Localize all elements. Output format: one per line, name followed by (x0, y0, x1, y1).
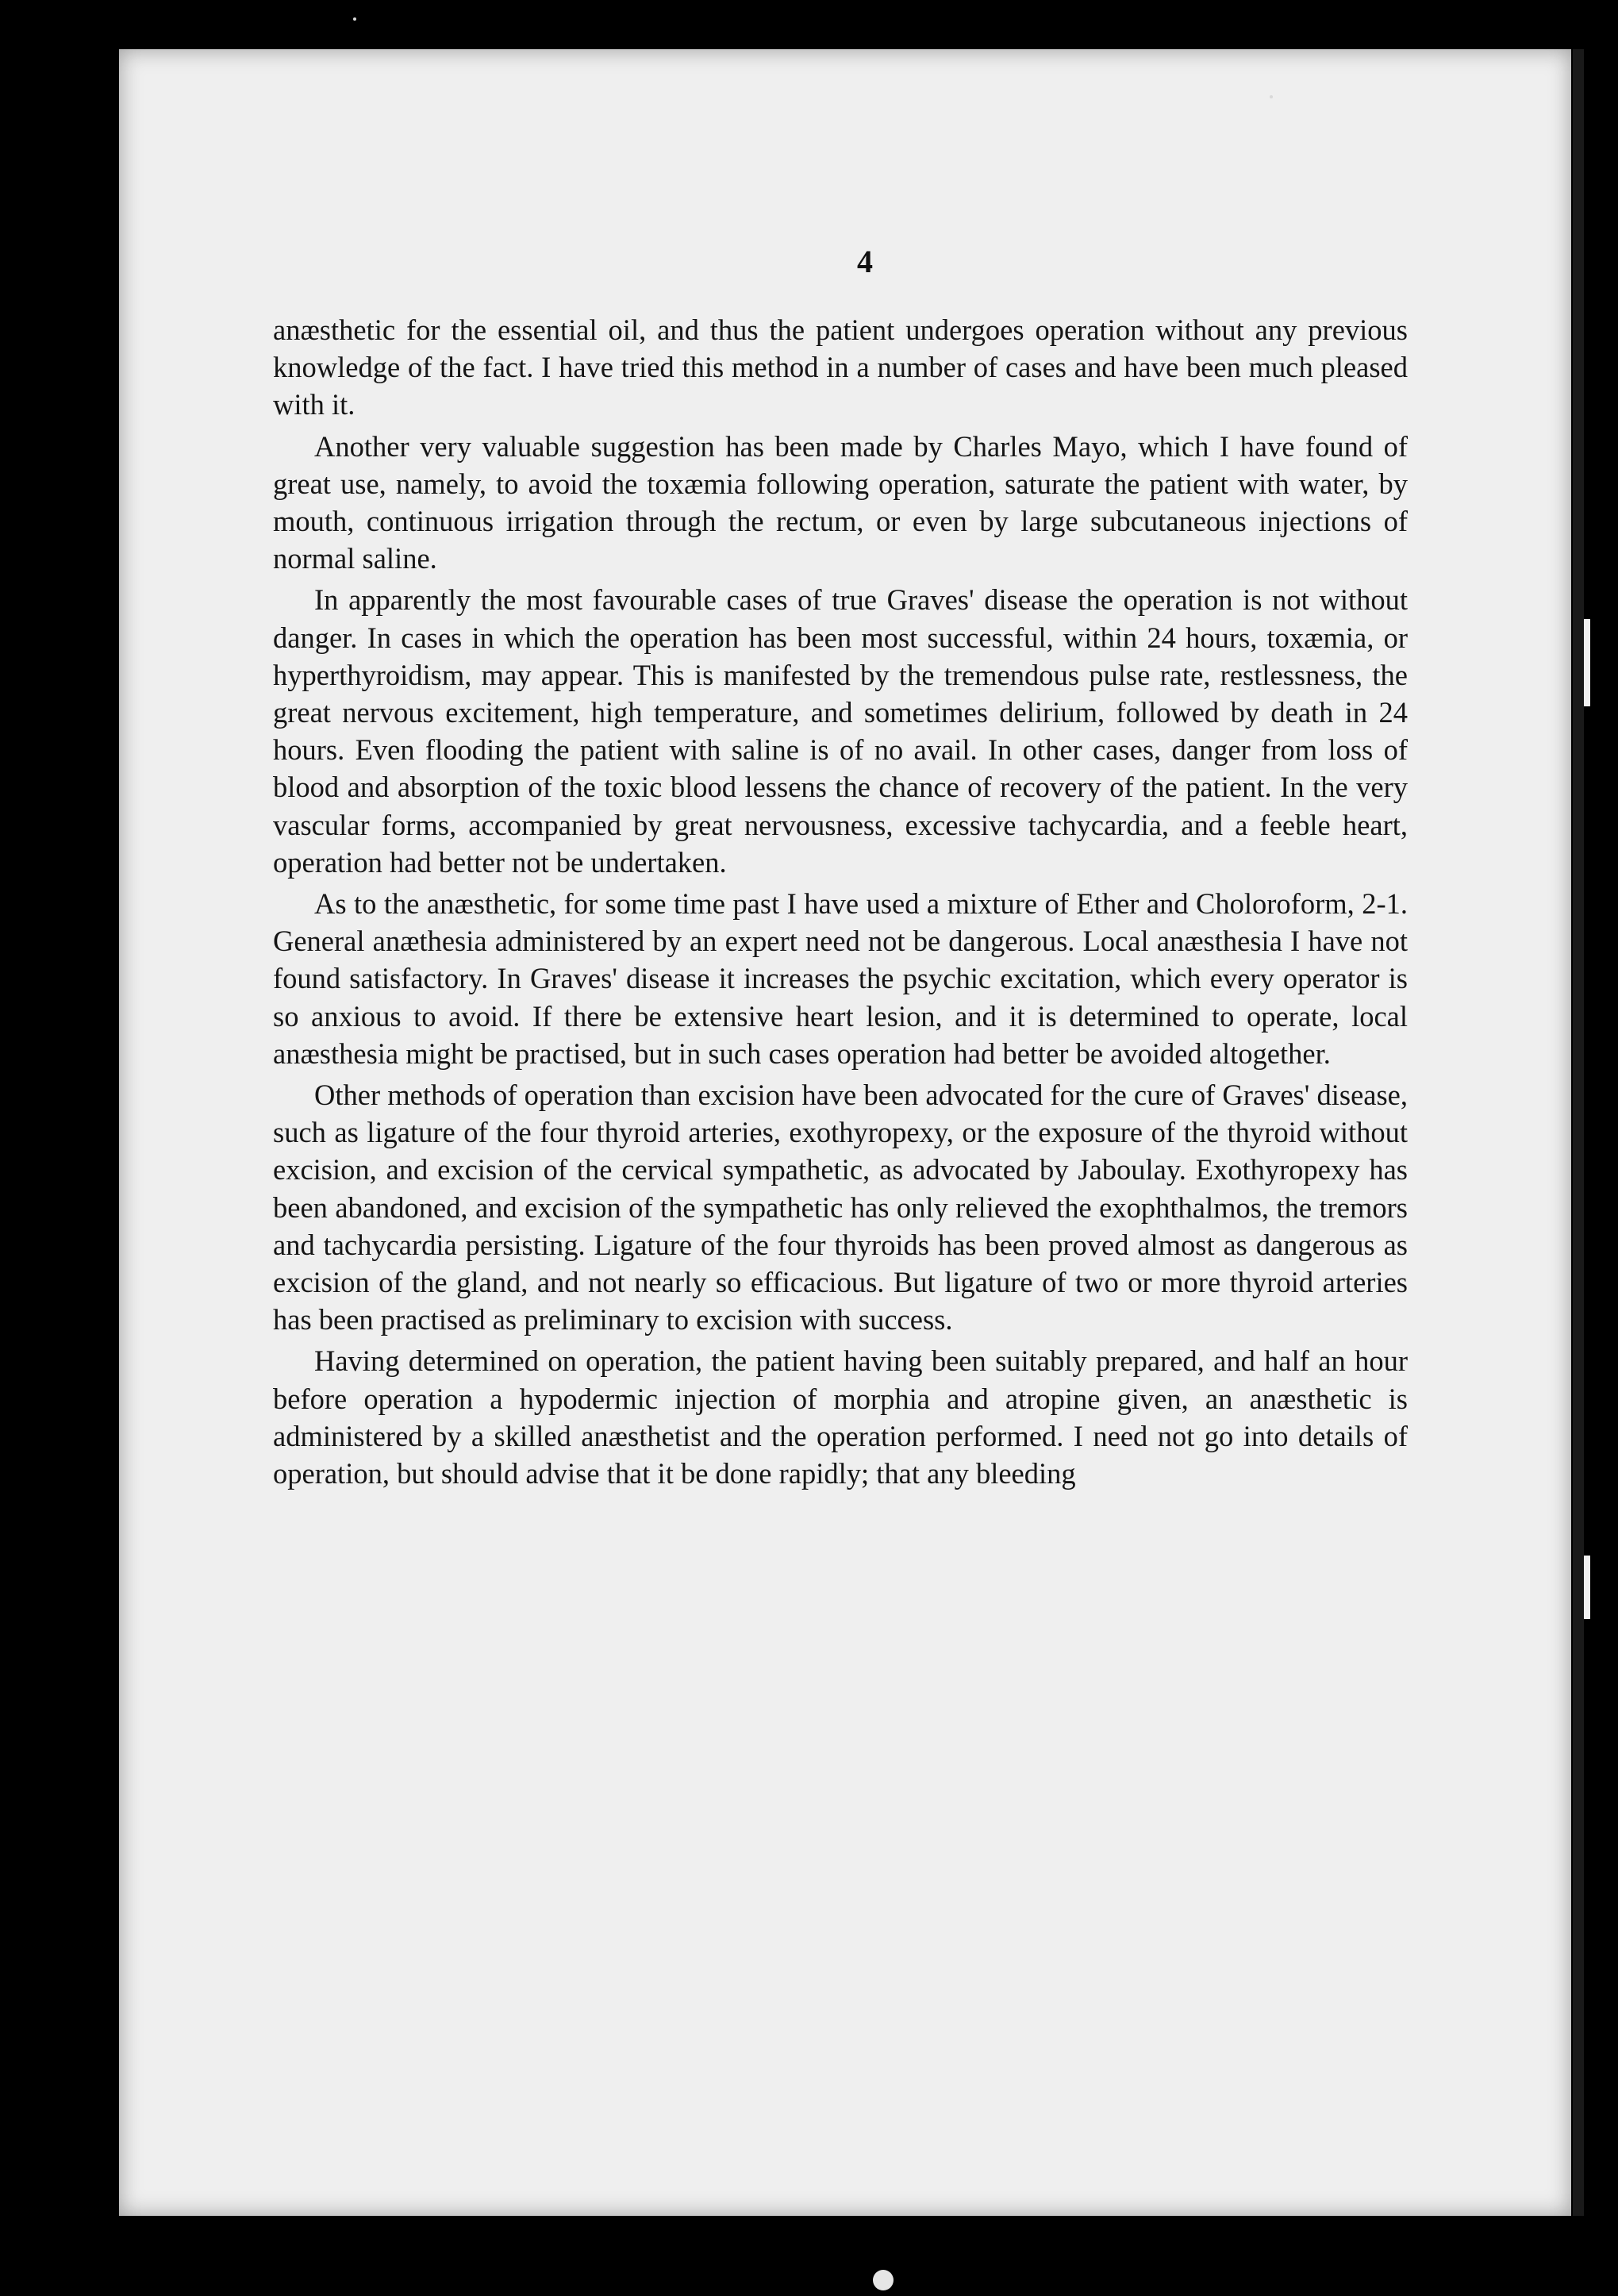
paragraph: Another very valuable suggestion has been made by Charles Mayo, which I have found of great use, namely, to avoid the toxæmia following operation, saturate the patient with water, by mouth, continuous irrigation through the rectum, or even by large subcutaneous injections of normal saline. (273, 429, 1408, 575)
page-number: 4 (857, 244, 873, 279)
paragraph: Other methods of operation than excision have been advocated for the cure of Graves' disease, such as ligature of the four thyroid arteries, exothyropexy, or the exposure of the thyroid without excision, and excision of the cervical sympathetic, as advocated by Jaboulay. Exothyropexy has been abandoned, and excision of the sympathetic has only relieved the exophthalmos, the tremors and tachycardia persisting. Ligature of the four thyroids has been proved almost as dangerous as excision of the gland, and not nearly so efficacious. But ligature of two or more thyroid arteries has been practised as preliminary to excision with success. (273, 1079, 1408, 1336)
paragraph: Having determined on operation, the patient having been suitably prepared, and half an hour before operation a hypodermic injection of morphia and atropine given, an anæsthetic is administered by a skilled anæsthetist and the operation performed. I need not go into details of operation, but should advise that it be done rapidly; that any bleeding (273, 1344, 1408, 1490)
scan-speck (873, 2270, 894, 2290)
paragraph: As to the anæsthetic, for some time past I have used a mixture of Ether and Choloroform, 2-1. General anæthesia administered by an expert need not be dangerous. Local anæsthesia I have not found satisfactory. In Graves' disease it increases the psychic excitation, which every operator is so anxious to avoid. If there be extensive heart lesion, and it is determined to operate, local anæsthesia might be practised, but in such cases operation had better be avoided altogether. (273, 887, 1408, 1070)
scan-speck (1270, 95, 1273, 98)
body-text (273, 311, 1408, 1496)
paragraph: In apparently the most favourable cases of true Graves' disease the operation is not without danger. In cases in which the operation has been most successful, within 24 hours, toxæmia, or hyperthyroidism, may appear. This is manifested by the tremendous pulse rate, restlessness, the great nervous excitement, high temperature, and sometimes delirium, followed by death in 24 hours. Even flooding the patient with saline is of no avail. In other cases, danger from loss of blood and absorption of the toxic blood lessens the chance of recovery of the patient. In the very vascular forms, accompanied by great nervousness, excessive tachycardia, and a feeble heart, operation had better not be undertaken. (273, 583, 1408, 879)
margin-scan-mark (1584, 619, 1590, 706)
scan-speck (353, 17, 356, 21)
right-page-edge (1573, 49, 1584, 2216)
paragraph: anæsthetic for the essential oil, and thus the patient undergoes operation without any previous knowledge of the fact. I have tried this method in a number of cases and have been much pleased with it. (273, 313, 1408, 421)
margin-scan-mark (1584, 1556, 1590, 1619)
